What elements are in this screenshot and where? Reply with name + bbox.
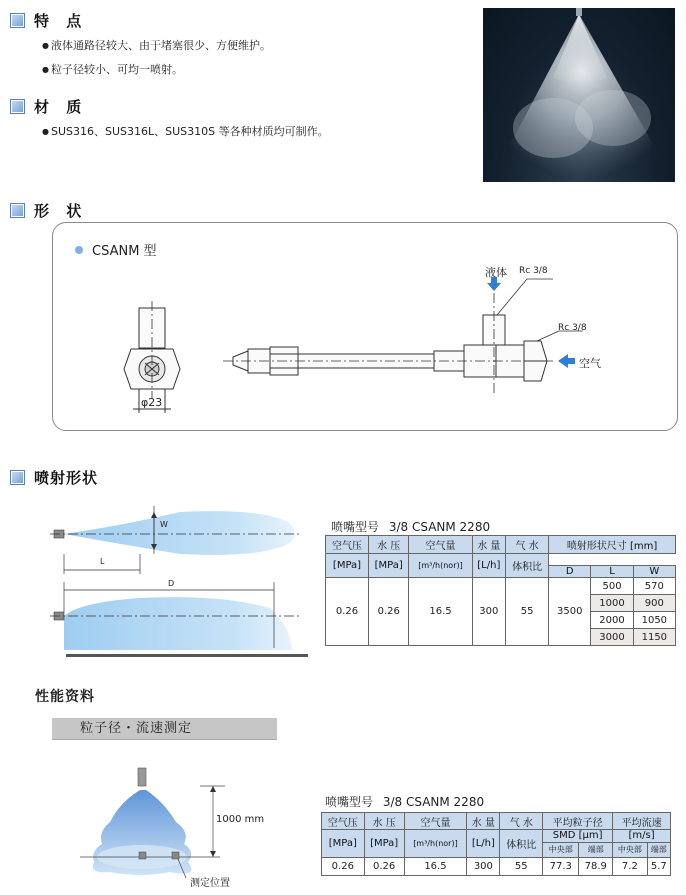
pval-water-flow: 300 (467, 857, 500, 875)
val-l-4: 3000 (591, 629, 633, 646)
pth-velocity: 平均流速 (613, 813, 671, 830)
spray-model: 3/8 CSANM 2280 (388, 520, 491, 534)
section-square-icon (10, 99, 25, 114)
th-ratio: 气 水 (506, 536, 549, 554)
punit-air-pressure: [MPa] (322, 830, 365, 858)
val-air-flow: 16.5 (409, 578, 472, 646)
punit-air-flow: [m³/h(nor)] (404, 830, 467, 858)
pval-ratio: 55 (500, 857, 543, 875)
rc-air-label: Rc 3/8 (558, 323, 587, 333)
th-air-pressure: 空气压 (326, 536, 369, 554)
punit-water-pressure: [MPa] (364, 830, 404, 858)
pth-smd-center: 中央部 (543, 842, 579, 857)
pth-ratio: 气 水 (500, 813, 543, 830)
shape-panel (52, 222, 678, 431)
val-l-3: 2000 (591, 612, 633, 629)
val-w-3: 1050 (633, 612, 675, 629)
spray-model-line (331, 518, 490, 535)
val-l-2: 1000 (591, 595, 633, 612)
measurement-diagram (80, 762, 255, 890)
th-w: W (633, 566, 675, 578)
performance-spec-table (321, 812, 671, 876)
pval-water-pressure: 0.26 (364, 857, 404, 875)
unit-air-flow: [m³/h(nor)] (409, 554, 472, 578)
features-title: 特 点 (34, 12, 88, 30)
diameter-label: φ23 (141, 396, 163, 409)
val-water-pressure: 0.26 (369, 578, 409, 646)
pth-water-pressure: 水 压 (364, 813, 404, 830)
val-d: 3500 (549, 578, 591, 646)
perf-model-prefix: 喷嘴型号 (325, 795, 374, 809)
val-w-1: 570 (633, 578, 675, 595)
val-w-4: 1150 (633, 629, 675, 646)
spray-photo (483, 8, 675, 182)
spray-pattern-diagram (40, 498, 310, 663)
spray-d-label: D (168, 579, 175, 588)
spray-title: 喷射形状 (34, 469, 99, 487)
th-d: D (549, 566, 591, 578)
performance-title: 性能资料 (35, 689, 95, 705)
val-air-pressure: 0.26 (326, 578, 369, 646)
material-item-1: ● SUS316、SUS316L、SUS310S 等各种材质均可制作。 (42, 123, 329, 139)
th-water-pressure: 水 压 (369, 536, 409, 554)
val-l-1: 500 (591, 578, 633, 595)
features-header (10, 10, 87, 31)
measure-position-label: 测定位置 (190, 878, 230, 889)
material-header (10, 96, 87, 117)
pth-air-flow: 空气量 (404, 813, 467, 830)
punit-ratio: 体积比 (500, 830, 543, 858)
feature-item-1: ● 液体通路径较大、由于堵塞很少、方便维护。 (42, 37, 271, 53)
feature-item-2: ● 粒子径较小、可均一喷射。 (42, 61, 183, 77)
pth-air-pressure: 空气压 (322, 813, 365, 830)
punit-water-flow: [L/h] (467, 830, 500, 858)
model-label-text: CSANM 型 (92, 244, 157, 259)
section-square-icon (10, 13, 25, 28)
pth-vel-center: 中央部 (613, 842, 647, 857)
unit-water-flow: [L/h] (472, 554, 506, 578)
measurement-bar: 粒子径・流速测定 (52, 718, 277, 740)
pth-smd: 平均粒子径 (543, 813, 613, 830)
unit-water-pressure: [MPa] (369, 554, 409, 578)
th-spray-size: 喷射形状尺寸 [mm] (549, 536, 676, 554)
pval-vel-edge: 5.7 (647, 857, 670, 875)
spray-header (10, 467, 98, 488)
spray-w-label: W (160, 520, 168, 529)
distance-label: 1000 mm (216, 814, 265, 825)
spray-model-prefix: 喷嘴型号 (331, 520, 380, 534)
pth-vel-edge: 端部 (647, 842, 670, 857)
spray-spec-table (325, 535, 676, 646)
section-square-icon (10, 470, 25, 485)
pval-vel-center: 7.2 (613, 857, 647, 875)
pval-air-flow: 16.5 (404, 857, 467, 875)
punit-smd: SMD [μm] (543, 830, 613, 843)
pth-water-flow: 水 量 (467, 813, 500, 830)
perf-model-line (325, 793, 484, 810)
material-title: 材 质 (34, 98, 88, 116)
val-water-flow: 300 (472, 578, 506, 646)
spray-l-label: L (100, 557, 105, 566)
val-w-2: 900 (633, 595, 675, 612)
section-square-icon (10, 203, 25, 218)
shape-header (10, 200, 87, 221)
pth-smd-edge: 端部 (579, 842, 613, 857)
rc-liquid-label: Rc 3/8 (519, 266, 548, 276)
pval-smd-center: 77.3 (543, 857, 579, 875)
unit-air-pressure: [MPa] (326, 554, 369, 578)
liquid-label: 液体 (485, 266, 507, 279)
pval-air-pressure: 0.26 (322, 857, 365, 875)
pval-smd-edge: 78.9 (579, 857, 613, 875)
perf-model: 3/8 CSANM 2280 (382, 795, 485, 809)
unit-ratio: 体积比 (506, 554, 549, 578)
shape-title: 形 状 (34, 202, 88, 220)
th-l: L (591, 566, 633, 578)
th-water-flow: 水 量 (472, 536, 506, 554)
air-label: 空气 (579, 357, 601, 370)
punit-velocity: [m/s] (613, 830, 671, 843)
val-ratio: 55 (506, 578, 549, 646)
th-air-flow: 空气量 (409, 536, 472, 554)
